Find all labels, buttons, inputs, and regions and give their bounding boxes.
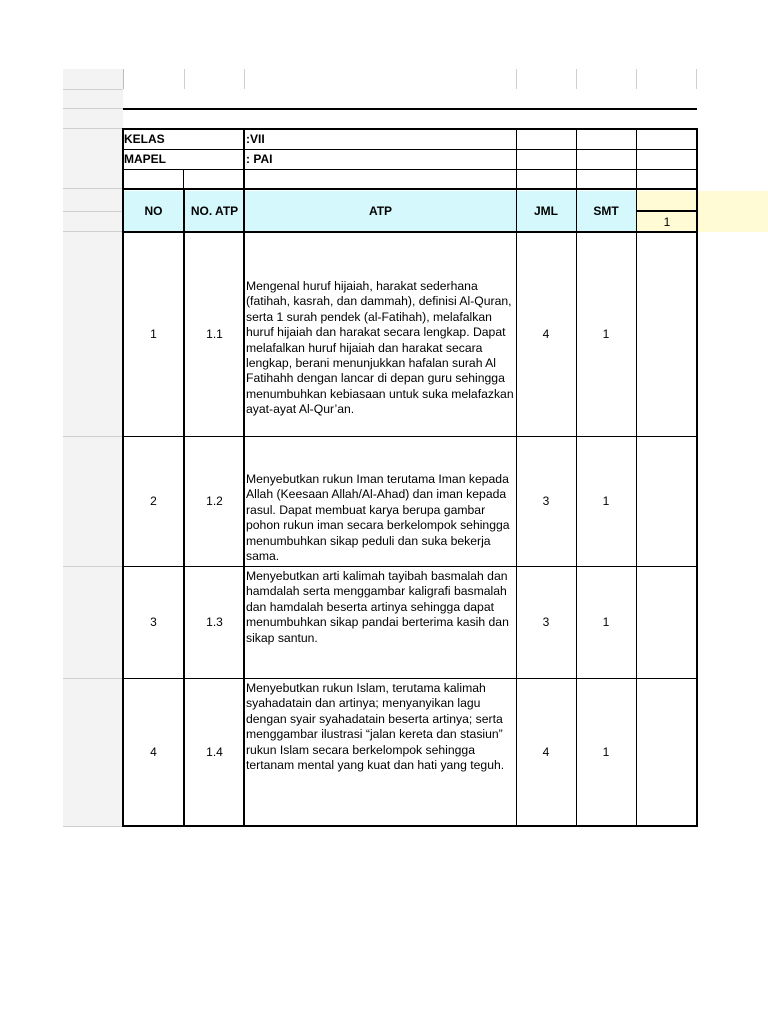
meta-border bbox=[636, 128, 637, 190]
cell-smt: 1 bbox=[602, 615, 610, 629]
column-tick bbox=[184, 69, 185, 89]
meta-border bbox=[123, 169, 698, 170]
kelas-value: :VII bbox=[246, 132, 265, 146]
column-tick bbox=[244, 69, 245, 89]
column-tick bbox=[636, 69, 637, 89]
header-no-atp: NO. ATP bbox=[190, 204, 239, 218]
cell-atp: Mengenal huruf hijaiah, harakat sederhana (fatihah, kasrah, dan dammah), definisi Al-Quran, serta 1 surah pendek (al-Fatihah), melafalkan huruf hijaiah dan harakat secara lengkap. Dapat melafalkan huruf hijaiah dan harakat secara lengkap, berani menunjukkan hafalan surah Al Fatihahh dengan lancar di depan guru sehingga menumbuhkan kebiasaan untuk suka melafazkan ayat-ayat Al-Qur’an. bbox=[246, 279, 514, 417]
header-atp: ATP bbox=[368, 204, 393, 218]
table-border-right bbox=[696, 190, 698, 827]
mapel-label: MAPEL bbox=[124, 152, 166, 166]
column-tick bbox=[576, 69, 577, 89]
cell-smt: 1 bbox=[602, 494, 610, 508]
gutter-gridline bbox=[63, 89, 123, 90]
cell-no-atp: 1.3 bbox=[206, 615, 223, 629]
cell-atp: Menyebutkan arti kalimah tayibah basmalah dan hamdalah serta menggambar kaligrafi basmalah dan hamdalah beserta artinya sehingga dapat menumbuhkan sikap pandai berterima kasih dan sikap santun. bbox=[246, 569, 509, 645]
meta-border bbox=[243, 128, 245, 190]
cell-smt: 1 bbox=[602, 327, 610, 341]
column-tick bbox=[516, 69, 517, 89]
gutter-gridline bbox=[63, 231, 123, 232]
cell-no: 2 bbox=[150, 494, 157, 508]
row-header-gutter bbox=[63, 69, 123, 827]
mapel-value: : PAI bbox=[246, 152, 273, 166]
cell-jml: 3 bbox=[542, 615, 550, 629]
cell-atp: Menyebutkan rukun Iman terutama Iman kepada Allah (Keesaan Allah/Al-Ahad) dan iman kepada rasul. Dapat membuat karya berupa gambar pohon rukun iman secara berkelompok sehingga menumbuhkan sikap peduli dan suka bekerja sama. bbox=[246, 472, 510, 564]
header-no: NO bbox=[144, 204, 163, 218]
header-jml: JML bbox=[534, 204, 558, 218]
column-tick bbox=[123, 69, 124, 89]
gutter-gridline bbox=[63, 128, 123, 129]
cell-jml: 3 bbox=[542, 494, 550, 508]
table-border-bottom bbox=[123, 825, 698, 827]
gutter-gridline bbox=[63, 436, 123, 437]
column-tick bbox=[696, 69, 697, 89]
meta-border-bottom bbox=[123, 188, 698, 190]
side-value: 1 bbox=[663, 214, 671, 229]
cell-no-atp: 1.2 bbox=[206, 494, 223, 508]
gutter-gridline bbox=[63, 678, 123, 679]
cell-no-atp: 1.4 bbox=[206, 744, 223, 759]
gutter-gridline bbox=[63, 211, 123, 212]
cell-jml: 4 bbox=[542, 744, 550, 759]
meta-border bbox=[183, 169, 184, 189]
cell-atp: Menyebutkan rukun Islam, terutama kalimah syahadatain dan artinya; menyanyikan lagu dengan syair syahadatain beserta artinya; serta menggambar ilustrasi “jalan kereta dan stasiun” rukun Islam secara berkelompok sehingga tertanam mental yang kuat dan hati yang teguh. bbox=[246, 681, 505, 773]
cell-no: 4 bbox=[150, 744, 157, 759]
meta-border bbox=[516, 128, 517, 190]
title-rule bbox=[123, 108, 697, 110]
table-border bbox=[636, 190, 637, 827]
cell-smt: 1 bbox=[602, 744, 610, 759]
meta-border-right bbox=[696, 128, 698, 190]
cell-jml: 4 bbox=[542, 327, 550, 341]
kelas-label: KELAS bbox=[124, 132, 165, 146]
gutter-gridline bbox=[63, 188, 123, 189]
meta-border bbox=[576, 128, 577, 190]
cell-no: 1 bbox=[150, 327, 157, 341]
cell-no: 3 bbox=[150, 615, 157, 629]
gutter-gridline bbox=[63, 826, 123, 827]
header-smt: SMT bbox=[593, 204, 619, 218]
meta-border-top bbox=[123, 128, 698, 130]
gutter-gridline bbox=[63, 108, 123, 109]
gutter-gridline bbox=[63, 566, 123, 567]
meta-border bbox=[123, 149, 698, 150]
cell-no-atp: 1.1 bbox=[206, 327, 223, 341]
